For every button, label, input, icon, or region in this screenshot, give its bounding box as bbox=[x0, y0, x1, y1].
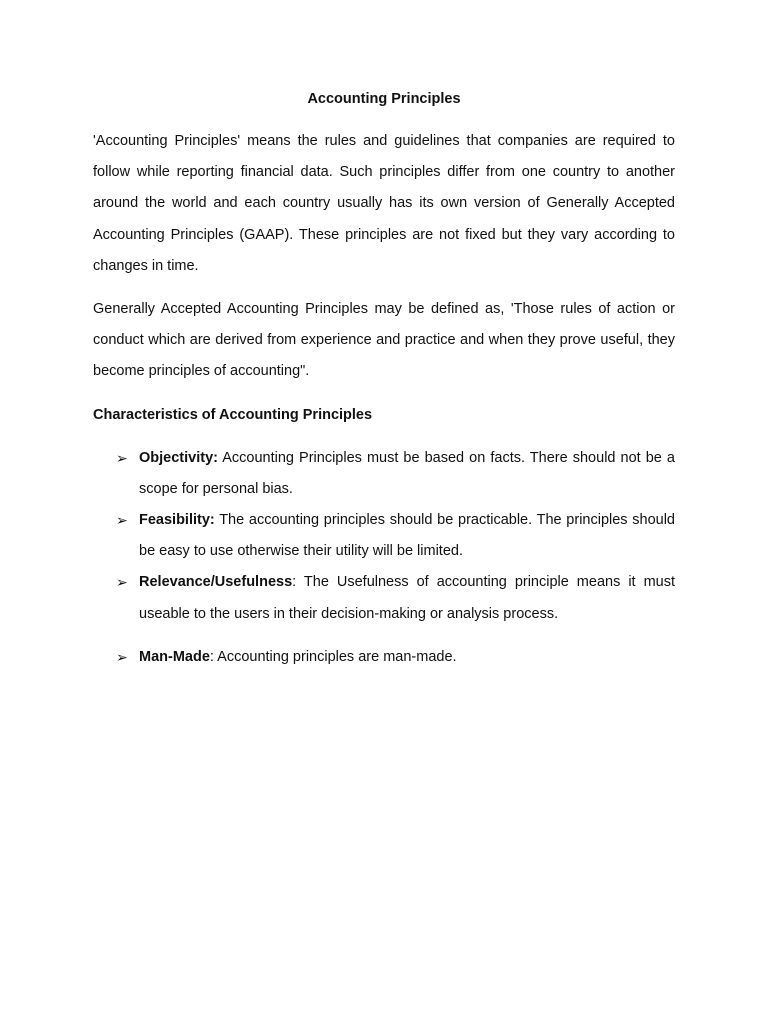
definition-paragraph: Generally Accepted Accounting Principles may be defined as, 'Those rules of action or conduct which are derived from experience and practice and when they prove useful, they become principles of accounting". bbox=[93, 301, 675, 380]
list-item-feasibility bbox=[93, 505, 675, 567]
characteristic-text: Accounting Principles must be based on facts. There should not be a scope for personal bias. bbox=[139, 449, 675, 497]
arrowhead-bullet-icon: ➢ bbox=[116, 512, 128, 529]
characteristic-text: : The Usefulness of accounting principle means it must useable to the users in their decision-making or analysis process. bbox=[139, 574, 675, 622]
characteristic-term: Feasibility: bbox=[139, 512, 215, 529]
characteristic-term: Relevance/Usefulness bbox=[139, 574, 293, 591]
characteristic-text: : Accounting principles are man-made. bbox=[209, 648, 457, 665]
arrowhead-bullet-icon: ➢ bbox=[116, 574, 128, 591]
characteristic-text: The accounting principles should be practicable. The principles should be easy to use otherwise their utility will be limited. bbox=[139, 512, 675, 560]
list-item-relevance bbox=[93, 567, 675, 629]
characteristics-heading: Characteristics of Accounting Principles bbox=[93, 406, 373, 423]
document-title: Accounting Principles bbox=[307, 91, 461, 107]
document-body bbox=[93, 86, 675, 673]
intro-paragraph: 'Accounting Principles' means the rules and guidelines that companies are required to follow while reporting financial data. Such principles differ from one country to another around the world and each country usually has its own version of Generally Accepted Accounting Principles (GAAP). These principles are not fixed but they vary according to changes in time. bbox=[93, 133, 675, 274]
list-item-objectivity bbox=[93, 443, 675, 505]
characteristics-list bbox=[93, 443, 675, 673]
characteristic-term: Man-Made bbox=[139, 648, 210, 665]
arrowhead-bullet-icon: ➢ bbox=[116, 449, 128, 466]
list-item-man-made bbox=[93, 642, 675, 673]
arrowhead-bullet-icon: ➢ bbox=[116, 648, 128, 665]
characteristic-term: Objectivity: bbox=[139, 449, 218, 466]
